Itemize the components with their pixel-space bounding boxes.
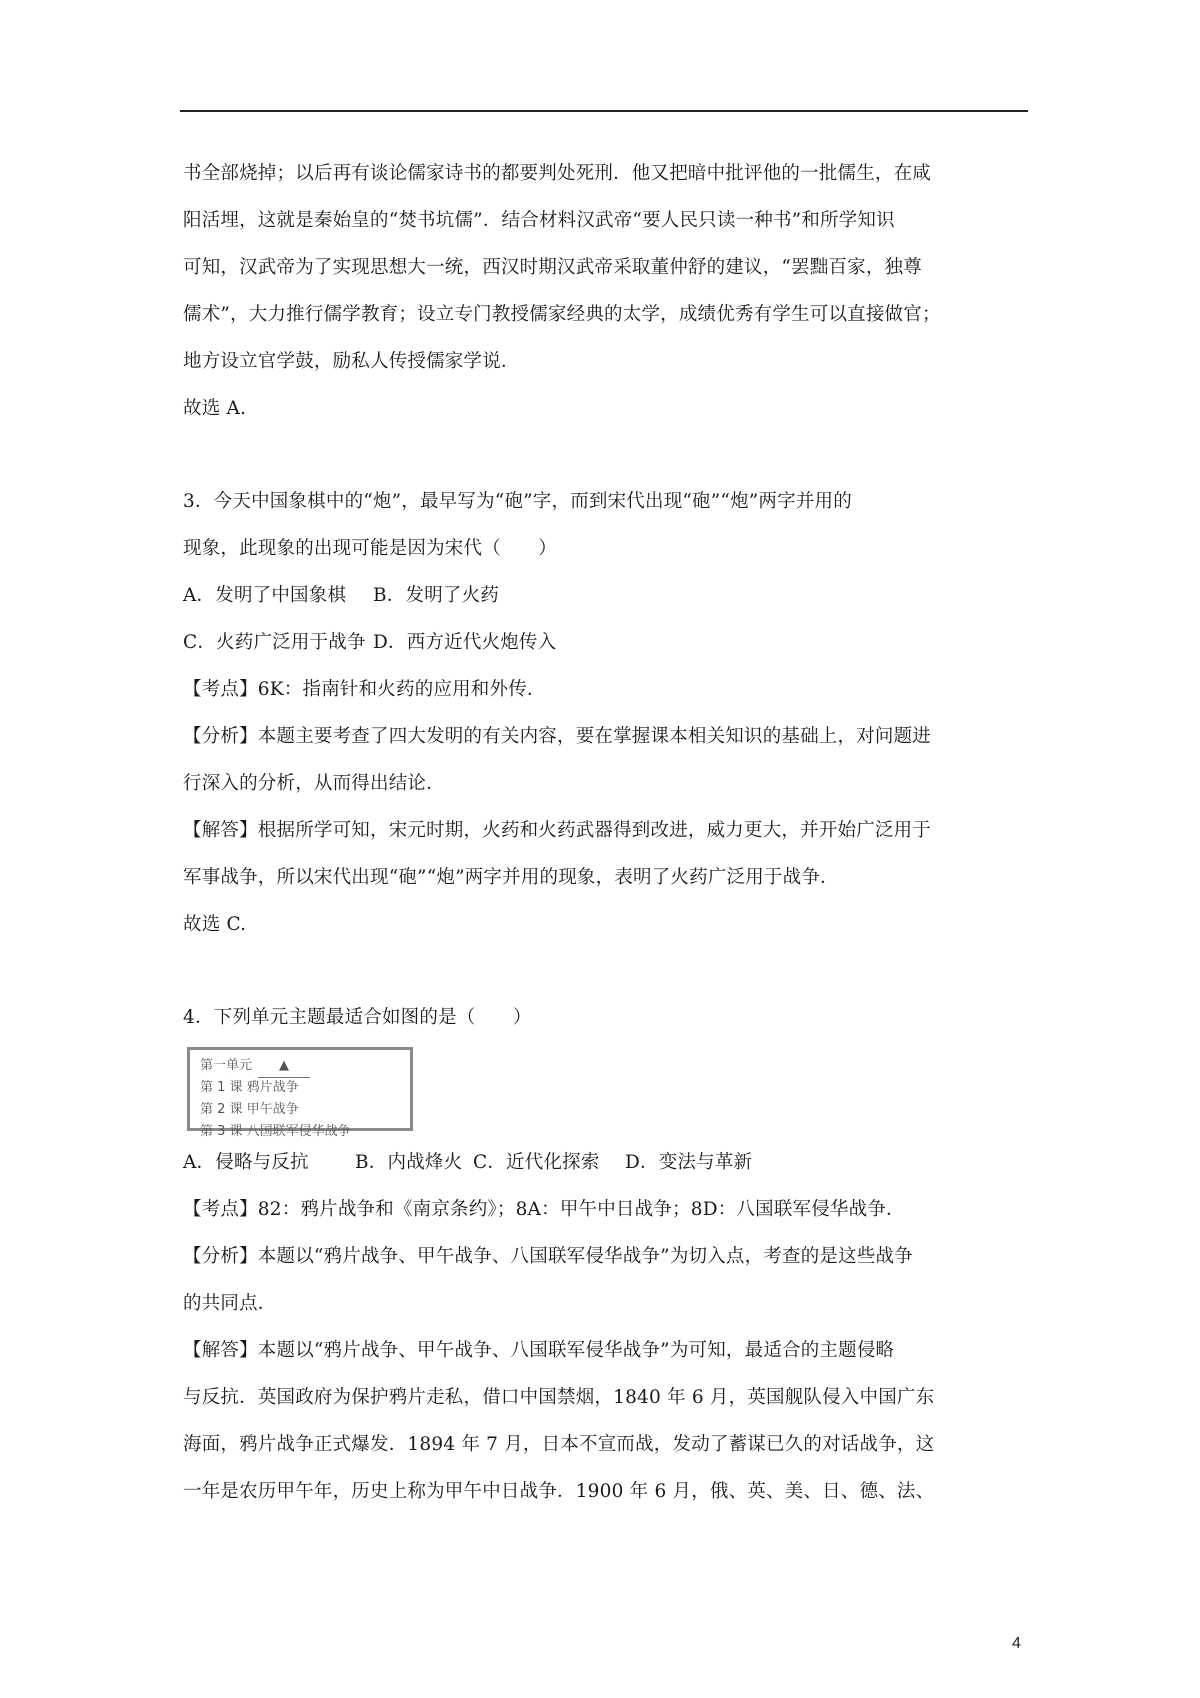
jieda-line: 海面，鸦片战争正式爆发．1894 年 7 月，日本不宣而战，发动了蓄谋已久的对话战争，这 — [183, 1434, 935, 1455]
jieda-line: 【解答】本题以“鸦片战争、甲午战争、八国联军侵华战争”为可知，最适合的主题侵略 — [183, 1340, 895, 1361]
fenxi-line: 的共同点． — [183, 1293, 277, 1314]
jieda-line: 一年是农历甲午年，历史上称为甲午中日战争．1900 年 6 月，俄、英、美、日、德、法、 — [183, 1481, 935, 1502]
figure-lesson: 第 1 课 鸦片战争 — [200, 1080, 299, 1095]
text-line: 书全部烧掉；以后再有谈论儒家诗书的都要判处死刑．他又把暗中批评他的一批儒生，在咸 — [183, 163, 932, 184]
fenxi-line: 【分析】本题主要考查了四大发明的有关内容，要在掌握课本相关知识的基础上，对问题进 — [183, 726, 932, 747]
text-line: 阳活埋，这就是秦始皇的“焚书坑儒”．结合材料汉武帝“要人民只读一种书”和所学知识 — [183, 210, 895, 231]
page-content — [183, 150, 1028, 1515]
kaodian-line: 【考点】82：鸦片战争和《南京条约》；8A：甲午中日战争；8D：八国联军侵华战争． — [183, 1199, 905, 1220]
header-rule — [180, 110, 1028, 112]
option-d: D．西方近代火炮传入 — [373, 632, 557, 653]
question-3-options-row — [183, 619, 1028, 666]
text-line: 可知，汉武帝为了实现思想大一统，西汉时期汉武帝采取董仲舒的建议，“罢黜百家，独尊 — [183, 257, 922, 278]
question-3-stem: 3．今天中国象棋中的“炮”，最早写为“砲”字，而到宋代出现“砲”“炮”两字并用的 — [183, 491, 852, 512]
figure-title-mark: ▲ — [258, 1055, 310, 1078]
unit-table-figure — [187, 1047, 413, 1139]
text-line: 儒术”，大力推行儒学教育；设立专门教授儒家经典的太学，成绩优秀有学生可以直接做官； — [183, 304, 941, 325]
fenxi-line: 行深入的分析，从而得出结论． — [183, 773, 445, 794]
option-d: D．变法与革新 — [625, 1152, 753, 1173]
fenxi-line: 【分析】本题以“鸦片战争、甲午战争、八国联军侵华战争”为切入点，考查的是这些战争 — [183, 1246, 913, 1267]
option-c: C．火药广泛用于战争 — [183, 632, 366, 653]
figure-lesson: 第 3 课 八国联军侵华战争 — [200, 1124, 351, 1139]
option-b: B．内战烽火 — [355, 1152, 463, 1173]
question-4-options-row — [183, 1139, 1028, 1186]
option-c: C．近代化探索 — [473, 1152, 600, 1173]
kaodian-line: 【考点】6K：指南针和火药的应用和外传． — [183, 679, 546, 700]
option-b: B．发明了火药 — [373, 585, 499, 606]
answer-line: 故选 A. — [183, 398, 247, 419]
figure-unit-label: 第一单元 — [200, 1058, 253, 1073]
option-a: A．侵略与反抗 — [183, 1152, 309, 1173]
question-3-stem: 现象，此现象的出现可能是因为宋代（ ） — [183, 538, 558, 559]
question-4-stem: 4．下列单元主题最适合如图的是（ ） — [183, 1007, 532, 1028]
figure-lesson: 第 2 课 甲午战争 — [200, 1102, 299, 1117]
text-line: 地方设立官学鼓，励私人传授儒家学说． — [183, 351, 520, 372]
jieda-line: 【解答】根据所学可知，宋元时期，火药和火药武器得到改进，威力更大，并开始广泛用于 — [183, 820, 932, 841]
option-a: A．发明了中国象棋 — [183, 585, 347, 606]
answer-line: 故选 C. — [183, 914, 247, 935]
jieda-line: 军事战争，所以宋代出现“砲”“炮”两字并用的现象，表明了火药广泛用于战争． — [183, 867, 839, 888]
page-number: 4 — [1012, 1635, 1021, 1652]
jieda-line: 与反抗．英国政府为保护鸦片走私，借口中国禁烟，1840 年 6 月，英国舰队侵入中国广东 — [183, 1387, 935, 1408]
figure-title — [200, 1055, 400, 1077]
question-3-options-row — [183, 572, 1028, 619]
